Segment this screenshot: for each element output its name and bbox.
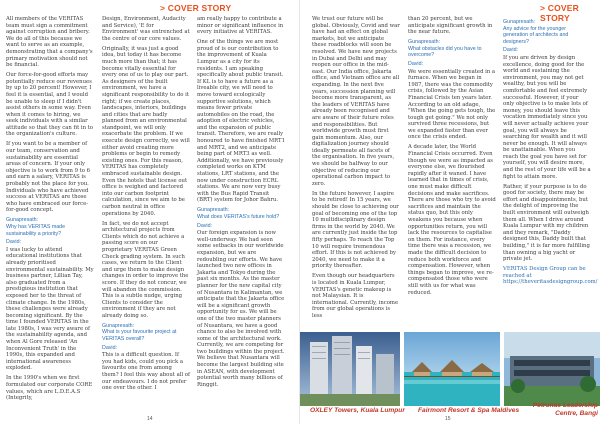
body-paragraph: In the 1990's when we first formulated our corporate CORE values, which are L.D.E.A.S (Integrity, (6, 375, 93, 402)
body-paragraph: Our foreign expansion is now well-underway. We had seen some setbacks in our worldwide expansion, but we are redoubling our efforts. We have launched two new offices in Jakarta and Tokyo during the past six months. As the master planner for the new capital city of Nusantara in Kalimantan, we anticipate that the Jakarta office will be a significant growth opportunity for us. We will be one of the two master planners of Nusantara, we have a good chance to also be involved with some of the architectural work. Currently, we are competing for two buildings within the project. We believe that Nusantara will become the largest building site in ASEAN, with development potential worth many billions of Ringgit. (197, 230, 285, 388)
interview-question (197, 207, 285, 220)
body-paragraph: If you want to be a member of our team, conservation and sustainability are essential areas of concern. If your only objective is to work from 9 to 6 and earn a salary, VERITAS is probably not the place for you. Individuals who have achieved success at VERITAS are those who have embraced our force-for-good concept. (6, 141, 91, 214)
question-text: What obstacles did you have to overcome? (408, 45, 482, 59)
body-paragraph: A decade later, the World Financial Crisis occurred. Even though we were as impacted as everyone else, we flourished rapidly after it waned. I have learned that in times of crisis, one must make difficult decisions and make sacrifices. There are those who try to avoid sacrifices and maintain the status quo, but this only weakens you because when opportunities return, you will lack the resources to capitalise on them. For instance, every time there was a recession, we made the difficult decision to reduce both workforce and compensation. However, when things began to improve, we re-compensated those who were still with us for what was reduced. (408, 144, 496, 296)
speaker-label: David: (503, 47, 519, 54)
page-number: 15 (445, 416, 451, 422)
body-paragraph: I was lucky to attend educational institutions that already prioritised environmental sustainability. My business partner, Lillian Tay, also graduated from a prestigious institution that exposed her to the threat of climate change. In the 1980s, these challenges were already becoming significant. By the time I founded VERITAS in the late 1980s, I was very aware of the sustainability agenda, and when Al Gore released 'An Inconvenient Truth' in the 1990s, this expanded and international awareness exploded. (6, 246, 94, 372)
interview-question (408, 39, 496, 59)
body-paragraph: If you are driven by design excellence, doing good for the world and sustaining the environment, you may not get wealthy, but you will be comfortable and feel extremely successful. However, if your only objective is to make lots of money, you should leave this vocation immediately since you will never actually achieve your goal, you will always be searching for wealth and it will never be enough. It will always be unattainable. When you reach the goal you have set for yourself, you will desire more, and the rest of your life will be a fight to attain more. (503, 54, 591, 180)
body-paragraph: In fact, we do not accept architectural projects from Clients which do not achieve a passing score on our proprietary VERITAS Green Check grading system. In such cases, we return to the Client and urge them to make design changes in order to improve the score. If they do not concur, we will abandon the commission. This is a subtle nudge, urging Clients to consider the environment if they are not already doing so. (102, 220, 189, 319)
interviewer-name: Gunapresath: (102, 322, 135, 329)
page-number: 14 (147, 416, 153, 422)
photo-strip (300, 332, 600, 416)
section-label: > COVER STORY (160, 3, 232, 13)
speaker-label: David: (197, 222, 213, 229)
column-3 (503, 16, 598, 289)
website-link[interactable]: VERITAS Design Group can be reached at https://theveritasdesigngroup.com/ (503, 266, 598, 286)
caption-oxley-towers: OXLEY Towers, Kuala Lumpur (310, 407, 405, 414)
column-2 (408, 16, 496, 300)
photo-petronas-centre (504, 332, 600, 406)
body-paragraph: We were essentially created in a furnace. When we began in 1987, there was the commodity crisis, followed by the Asian Financial Crisis ten years later. According to an old adage, "When the going gets tough, the tough get going." We not only survived three recessions, but we expanded faster than ever once the crisis ended. (408, 68, 496, 141)
column-3 (197, 16, 285, 392)
body-paragraph: Design, Environment, Audacity and Service), 'E for Environment' was entrenched at the centre of our core values. (102, 16, 190, 42)
interviewer-name: Gunapresath: (6, 217, 39, 224)
body-paragraph: Originally, it was just a good idea, but today it has become much more than that; it has become vitally essential for every one of us to play our part. As designers of the built environment, we have a significant responsibility to do it right; if we create places, landscapes, interiors, buildings and cities that are badly planned from an environmental standpoint, we will only exacerbate the problem. If we execute design correctly, we will either avoid creating more problems or begin to remedy existing ones. For this reason, VERITAS has completely embraced sustainable design. Even the hotels that license out office is weighed and factored into our carbon footprint calculation, since we aim to be carbon neutral in office operations by 2040. (102, 45, 190, 217)
body-paragraph: All members of the VERITAS team must sign a commitment against corruption and bribery. We do all of this because we want to serve as an example, demonstrating that a company's primary motivation should not be financial. (6, 16, 93, 69)
column-1 (6, 16, 94, 405)
body-paragraph: am really happy to contribute a minor or significant influence in every initiative at VERITAS. (197, 16, 284, 36)
body-paragraph: This is a difficult question. If you had kids, could you pick a favourite one from among them? I feel this way about all of our endeavours. I do not prefer one over the other. I (102, 352, 190, 392)
speaker-label: David: (102, 344, 118, 351)
section-label: > COVER STORY (540, 3, 579, 23)
caption-petronas: Petronas Leadership Centre, Bangi (532, 402, 598, 417)
column-2 (102, 16, 190, 395)
question-text: Any advice for the younger generation of architects and designers? (503, 25, 569, 45)
interviewer-name: Gunapresath: (503, 19, 536, 25)
interview-question (6, 217, 94, 237)
interview-question (503, 19, 591, 45)
body-paragraph: Even though our headquarters is located in Kuala Lumpur, VERITAS's genetic makeup is not Malaysian. It is international. Currently, income from our global operations is less (312, 273, 399, 319)
photo-oxley-towers (300, 332, 400, 406)
header-band (0, 0, 300, 16)
question-text: What does VERITAS's future hold? (197, 214, 280, 220)
interviewer-name: Gunapresath: (408, 39, 441, 46)
speaker-label: David: (6, 239, 22, 246)
interviewer-name: Gunapresath: (197, 207, 230, 214)
speaker-label: David: (408, 60, 424, 67)
body-paragraph: In the future however, I aspire to be retired! In 15 years, we should be close to achieving our goal of becoming one of the top 10 multidisciplinary design firms in the world by 2040. We are currently just inside the top fifty perhaps. To reach the Top 10 will require tremendous effort. If this is not achieved by 2040, we need to make it a priority thereafter. (312, 190, 399, 270)
column-1 (312, 16, 400, 323)
body-paragraph: Rather, if your purpose is to do good for society, there may be effort and disappointments, but the delight of improving the built environment will outweigh them all. When I drive around Kuala Lumpur with my children and they remark, "Daddy designed this, Daddy built that building," it is far more fulfilling than owning a big yacht or private jet. (503, 183, 590, 263)
photo-fairmont-resort (404, 332, 500, 406)
caption-fairmont: Fairmont Resort & Spa Maldives (418, 407, 520, 414)
page-15 (300, 0, 600, 424)
question-text: Why has VERITAS made sustainability a priority? (6, 223, 66, 237)
question-text: What is your favourite project at VERITAS overall? (102, 329, 177, 343)
body-paragraph: than 20 percent, but we anticipate significant growth in the near future. (408, 16, 493, 36)
interview-question (102, 323, 190, 343)
body-paragraph: Our force-for-good efforts may potentially reduce our revenues by up to 20 percent! However, I feel it is essential, and I would be unable to sleep if I didn't assist others in some way. Even when it comes to hiring, we seek individuals with a similar attitude so that they can fit in to the organization's culture. (6, 72, 93, 138)
body-paragraph: One of the things we are most proud of is our contribution to the improvement of Kuala Lumpur as a city for its residents. I am speaking specifically about public transit. If KL is to have a future as a liveable city, we will need to move toward ecologically supportive solutions, which means fewer private automobiles on the road, the adoption of electric vehicles, and the expansion of public transit. Therefore, we are really honoured to have finished MRT1 and MRT2, and we anticipate being part of MRT3 as well. Additionally, we have previously completed works on KTM stations, LRT stations, and the now under construction ECRL stations. We are now very busy with the Bus Rapid Transit (BRT) system for Johor Bahru. (197, 39, 285, 204)
body-paragraph: We trust our future will be global. Obviously, Covid and war have had an effect on global markets, but we anticipate these roadblocks will soon be resolved. We have new projects in Dubai and Delhi and may reopen our office in the mid-east. Our India office, Jakarta office, and Vietnam office are all expanding. In the next five years, succession planning will become more transparent, as the leaders of VERITAS have already been recognised and are aware of their future roles and responsibilities. But worldwide growth must first gain momentum. Also, our digitalization journey should ideally permeate all facets of the organisation. In five years, we should be halfway to our objective of reducing our operational carbon impact to zero. (312, 16, 400, 187)
